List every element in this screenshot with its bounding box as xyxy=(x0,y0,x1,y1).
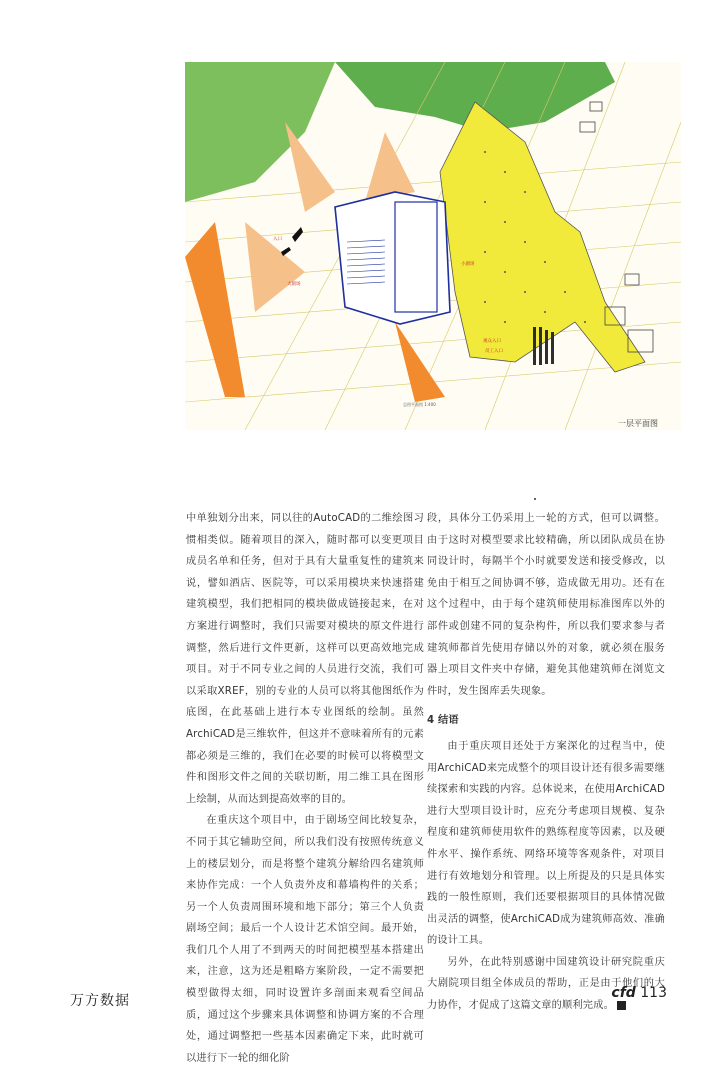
left-column xyxy=(186,508,424,1069)
section-heading: 4 结语 xyxy=(427,715,459,727)
label-side: 入口 xyxy=(273,237,282,242)
right-column xyxy=(427,508,665,1017)
stray-dot xyxy=(534,498,536,500)
figure-caption: 一层平面图 xyxy=(618,419,658,428)
right-paragraph-2: 由于重庆项目还处于方案深化的过程当中，使用ArchiCAD来完成整个的项目设计还有很多需要继续探索和实践的内容。总体说来，在使用ArchiCAD进行大型项目设计时，应充分考虑项目规模、复杂程度和建筑师使用软件的熟练程度等因素，以及硬件水平、操作系统、网络环境等客观条件，对项目进行有效地划分和管理。以上所提及的只是具体实践的一般性原则，我们还要根据项目的具体情况做出灵活的调整，使ArchiCAD成为建筑师高效、准确的设计工具。 xyxy=(427,740,665,947)
floor-plan-figure xyxy=(185,62,681,430)
right-paragraph-1: 段，具体分工仍采用上一轮的方式，但可以调整。由于这时对模型要求比较精确，所以团队成员在协同设计时，每隔半个小时就要发送和接受修改，以免由于相互之间协调不够，造成做无用功。还有在这个过程中，由于每个建筑师使用标准图库以外的部件或创建不同的复杂构件，所以我们要求参与者建筑师都首先使用存储以外的对象，就必须在服务器上项目文件夹中存储，避免其他建筑师在浏览文件时，发生图库丢失现象。 xyxy=(427,513,665,697)
page-footer xyxy=(611,985,667,1001)
label-room: 小剧场 xyxy=(461,262,475,267)
scale-note: 总图平面图 1:400 xyxy=(403,402,436,407)
end-mark-icon xyxy=(617,1001,626,1010)
left-paragraph-2: 在重庆这个项目中，由于剧场空间比较复杂，不同于其它辅助空间，所以我们没有按照传统意义上的楼层划分，而是将整个建筑分解给四名建筑师来协作完成：一个人负责外皮和幕墙构件的关系；另一个人负责周围环境和地下部分；第三个人负责剧场空间；最后一个人设计艺术馆空间。最开始，我们几个人用了不到两天的时间把模型基本搭建出来，注意，这为还是粗略方案阶段，一定不需要把模型做得太细，同时设置许多剖面来观看空间品质，通过这个步骤来具体调整和协调方案的不合理处，通过调整把一些基本因素确定下来，此时就可以进行下一轮的细化阶 xyxy=(186,815,424,1064)
label-entrance1: 观众入口 xyxy=(483,339,501,344)
page-number: 113 xyxy=(640,985,667,1001)
watermark: 万方数据 xyxy=(70,993,130,1009)
label-hall: 大剧场 xyxy=(287,282,301,287)
right-paragraph-3-text: 另外，在此特别感谢中国建筑设计研究院重庆大剧院项目组全体成员的帮助，正是由于他们的大力协作，才促成了这篇文章的顺利完成。 xyxy=(427,956,665,1012)
left-paragraph-1: 中单独划分出来，同以往的AutoCAD的二维绘图习惯相类似。随着项目的深入，随时都可以变更项目成员名单和任务，但对于具有大量重复性的建筑来说，譬如酒店、医院等，可以采用模块来快速搭建建筑模型，我们把相同的模块做成链接起来，在对方案进行调整时，我们只需要对模块的原文件进行调整，然后进行文件更新，这样可以更高效地完成项目。对于不同专业之间的人员进行交流，我们可以采取XREF，别的专业的人员可以将其他图纸作为底图，在此基础上进行本专业图纸的绘制。虽然ArchiCAD是三维软件，但这并不意味着所有的元素都必须是三维的，我们在必要的时候可以将模型文件和图形文件之间的关联切断，用二维工具在图形上绘制，从而达到提高效率的目的。 xyxy=(186,513,424,805)
label-entrance2: 员工入口 xyxy=(485,349,503,354)
theater-building xyxy=(335,192,450,324)
brand-logo: cfd xyxy=(611,985,636,1001)
